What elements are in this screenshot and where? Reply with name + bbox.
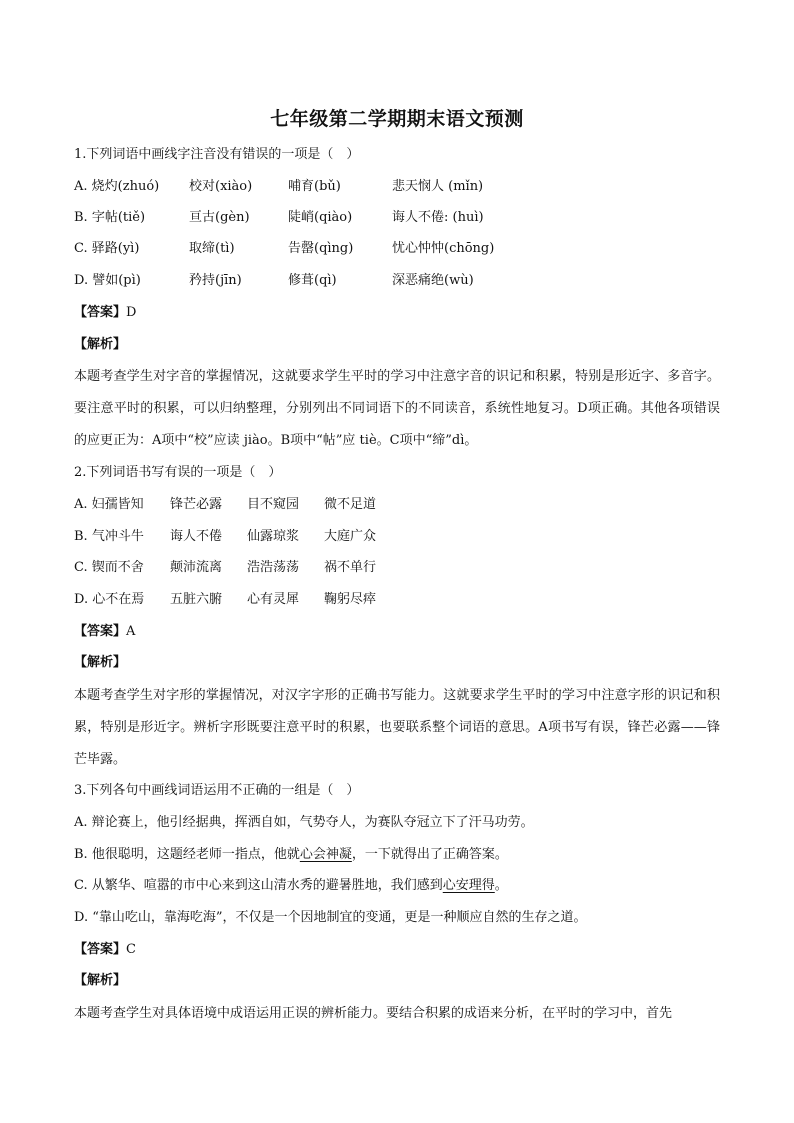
q2-option-d-3: 心有灵犀 (247, 592, 300, 607)
q2-option-c-4: 祸不单行 (324, 560, 377, 575)
q2-option-c-2: 颠沛流离 (170, 560, 223, 575)
q1-option-b-3: 陡峭(qiào) (288, 210, 353, 225)
q2-option-c-3: 浩浩荡荡 (247, 560, 300, 575)
answer-value: C (126, 942, 136, 957)
q1-option-d-3: 修葺(qì) (288, 273, 337, 288)
q2-option-b-1: B. 气冲斗牛 (74, 529, 144, 544)
q1-option-b-4: 诲人不倦: (huì) (392, 210, 484, 225)
q1-option-d-4: 深恶痛绝(wù) (392, 273, 474, 288)
answer-value: D (126, 305, 137, 320)
q2-analysis-label: 【解析】 (74, 655, 127, 670)
answer-label: 【答案】 (74, 942, 127, 957)
q2-option-a-3: 目不窥园 (247, 497, 300, 512)
underlined-phrase: 心会神凝 (299, 847, 352, 862)
q1-option-c-4: 忧心忡忡(chōng) (392, 241, 495, 256)
q1-answer (74, 304, 136, 322)
q3-answer (74, 941, 136, 959)
q1-option-a-4: 悲天悯人 (mǐn) (392, 179, 484, 194)
answer-value: A (126, 624, 136, 639)
q1-option-a-2: 校对(xiào) (189, 179, 253, 194)
q1-option-c-3: 告罄(qìng) (288, 241, 354, 256)
q3-analysis-text: 本题考查学生对具体语境中成语运用正误的辨析能力。要结合积累的成语来分析，在平时的学习中，首先 (74, 1006, 673, 1021)
page-title: 七年级第二学期期末语文预测 (270, 108, 524, 130)
q1-stem: 1.下列词语中画线字注音没有错误的一项是（ ） (74, 147, 360, 162)
q2-option-d-1: D. 心不在焉 (74, 592, 145, 607)
q1-option-a-1: A. 烧灼(zhuó) (74, 179, 160, 194)
q3-option-a: A. 辩论赛上，他引经据典，挥洒自如，气势夺人，为赛队夺冠立下了汗马功劳。 (74, 815, 534, 830)
q1-analysis-text: 本题考查学生对字音的掌握情况，这就要求学生平时的学习中注意字音的识记和积累，特别是形近字、多音字。要注意平时的积累，可以归纳整理，分别列出不同词语下的不同读音，系统性地复习。D项正确。其他各项错误的应更正为：A项中“校”应读 jiào。B项中“帖”应 tiè。C项中“缔”dì。 (74, 369, 720, 448)
q1-option-d-2: 矜持(jīn) (189, 273, 242, 288)
underlined-phrase: 心安理得 (442, 878, 495, 893)
q3-stem: 3.下列各句中画线词语运用不正确的一组是（ ） (74, 783, 360, 798)
q3-option-c: C. 从繁华、喧嚣的市中心来到这山清水秀的避暑胜地，我们感到心安理得。 (74, 878, 508, 893)
q2-option-b-3: 仙露琼浆 (247, 529, 300, 544)
q2-option-d-2: 五脏六腑 (170, 592, 223, 607)
q2-option-a-4: 微不足道 (324, 497, 377, 512)
q2-analysis-text: 本题考查学生对字形的掌握情况，对汉字字形的正确书写能力。这就要求学生平时的学习中注意字形的识记和积累，特别是形近字。辨析字形既要注意平时的积累，也要联系整个词语的意思。A项书写有误，锋芒必露——锋芒毕露。 (74, 688, 720, 767)
q1-option-c-2: 取缔(tì) (189, 241, 235, 256)
q1-analysis-label: 【解析】 (74, 337, 127, 352)
answer-label: 【答案】 (74, 624, 127, 639)
q2-stem: 2.下列词语书写有误的一项是（ ） (74, 465, 282, 480)
q1-option-d-1: D. 譬如(pì) (74, 273, 141, 288)
q1-option-c-1: C. 驿路(yì) (74, 241, 140, 256)
q2-option-b-4: 大庭广众 (324, 529, 377, 544)
q2-option-a-2: 锋芒必露 (170, 497, 223, 512)
q2-option-c-1: C. 锲而不舍 (74, 560, 144, 575)
q3-option-d: D. “靠山吃山，靠海吃海”，不仅是一个因地制宜的变通，更是一种顺应自然的生存之道。 (74, 910, 587, 925)
q2-option-a-1: A. 妇孺皆知 (74, 497, 144, 512)
q3-option-b: B. 他很聪明，这题经老师一指点，他就心会神凝，一下就得出了正确答案。 (74, 847, 508, 862)
q3-analysis-label: 【解析】 (74, 973, 127, 988)
answer-label: 【答案】 (74, 305, 127, 320)
q1-option-a-3: 哺育(bǔ) (288, 179, 341, 194)
q2-answer (74, 623, 135, 641)
q2-option-d-4: 鞠躬尽瘁 (324, 592, 377, 607)
q1-option-b-1: B. 字帖(tiě) (74, 210, 146, 225)
q1-option-b-2: 亘古(gèn) (189, 210, 250, 225)
q2-option-b-2: 诲人不倦 (170, 529, 223, 544)
